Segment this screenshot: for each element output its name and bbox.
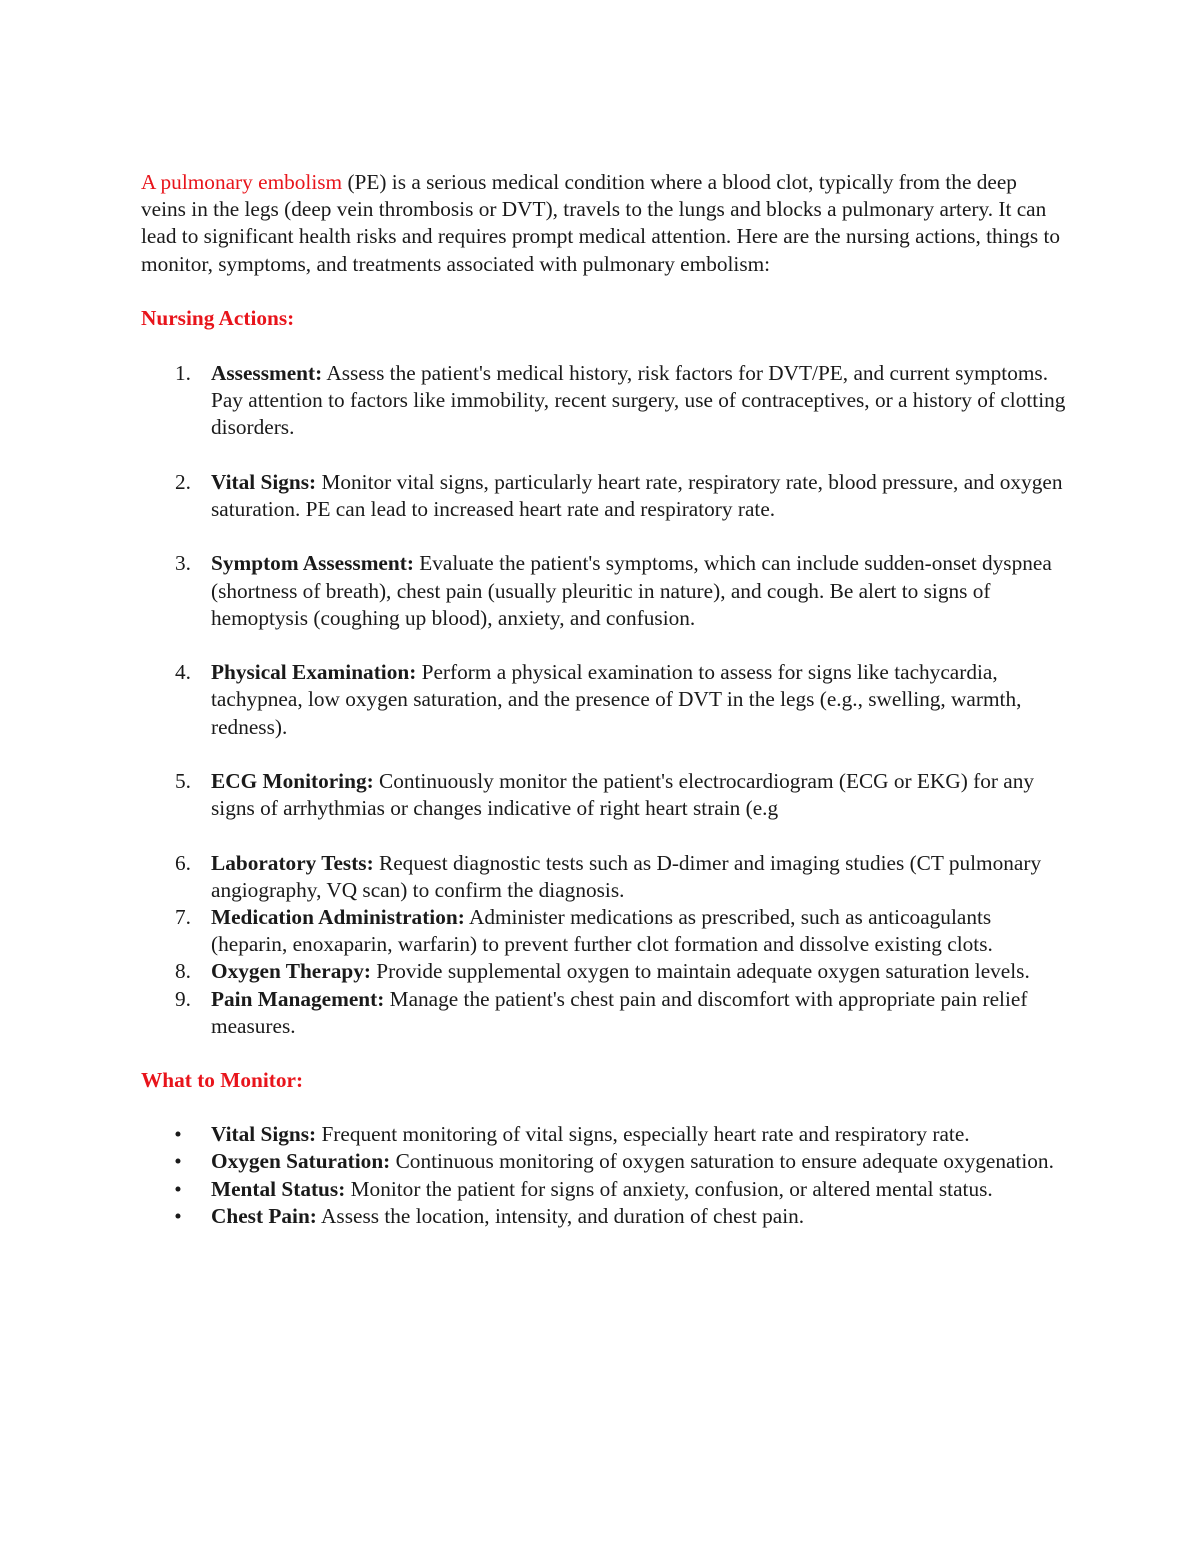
list-number: 6. (175, 850, 191, 875)
item-text: Request diagnostic tests such as D-dimer and imaging studies (CT pulmonary angiography, VQ scan) to confirm the diagnosis. (211, 850, 1042, 902)
intro-paragraph (141, 169, 1066, 278)
intro-text: (PE) is a serious medical condition where a blood clot, typically from the deep veins in the legs (deep vein thrombosis or DVT), travels to the lungs and blocks a pulmonary artery. It can lead to significant health risks and requires prompt medical attention. Here are the nursing actions, things to monitor, symptoms, and treatments associated with pulmonary embolism: (141, 170, 1061, 276)
item-label: Laboratory Tests: (211, 850, 374, 875)
list-item (141, 1203, 1066, 1230)
intro-term: A pulmonary embolism (141, 170, 343, 194)
list-number: 8. (175, 959, 191, 984)
list-number: 3. (175, 551, 191, 576)
document-page (141, 169, 1066, 1230)
list-item (141, 768, 1066, 822)
item-label: Vital Signs: (211, 1122, 317, 1147)
list-item (141, 958, 1066, 985)
item-label: Vital Signs: (211, 469, 317, 494)
list-item (141, 550, 1066, 632)
bullet-icon: • (174, 1176, 182, 1201)
item-text: Monitor the patient for signs of anxiety, confusion, or altered mental status. (345, 1176, 993, 1201)
item-label: Medication Administration: (211, 905, 465, 929)
item-text: Manage the patient's chest pain and discomfort with appropriate pain relief measures. (211, 986, 1028, 1038)
item-text: Perform a physical examination to assess for signs like tachycardia, tachypnea, low oxygen saturation, and the presence of DVT in the legs (e.g., swelling, warmth, redness). (211, 660, 1022, 739)
bullet-icon: • (174, 1203, 182, 1228)
item-text: Continuously monitor the patient's electrocardiogram (ECG or EKG) for any signs of arrhythmias or changes indicative of right heart strain (e.g (211, 769, 1035, 821)
list-number: 1. (175, 361, 191, 386)
item-text: Administer medications as prescribed, such as anticoagulants (heparin, enoxaparin, warfarin) to prevent further clot formation and dissolve existing clots. (211, 905, 993, 957)
list-item (141, 360, 1066, 442)
item-label: Pain Management: (211, 986, 385, 1011)
item-text: Continuous monitoring of oxygen saturation to ensure adequate oxygenation. (390, 1149, 1054, 1174)
bullet-icon: • (174, 1122, 182, 1147)
list-item (141, 469, 1066, 523)
item-label: ECG Monitoring: (211, 769, 374, 793)
list-number: 5. (175, 769, 191, 793)
list-item (141, 986, 1066, 1040)
item-label: Mental Status: (211, 1176, 346, 1201)
item-label: Physical Examination: (211, 660, 417, 685)
item-text: Evaluate the patient's symptoms, which can include sudden-onset dyspnea (shortness of breath), chest pain (usually pleuritic in nature), and cough. Be alert to signs of hemoptysis (coughing up blood), anxiety, and confusion. (211, 551, 1052, 630)
item-label: Assessment: (211, 361, 323, 386)
list-item (141, 1176, 1066, 1203)
nursing-actions-heading: Nursing Actions: (141, 305, 295, 330)
list-item (141, 850, 1066, 904)
list-item (141, 659, 1066, 741)
item-text: Provide supplemental oxygen to maintain adequate oxygen saturation levels. (370, 959, 1030, 984)
list-number: 2. (175, 469, 191, 494)
bullet-icon: • (174, 1149, 182, 1174)
nursing-actions-list (141, 360, 1066, 1040)
what-to-monitor-heading: What to Monitor: (141, 1068, 304, 1093)
list-item (141, 1121, 1066, 1148)
item-text: Monitor vital signs, particularly heart rate, respiratory rate, blood pressure, and oxygen saturation. PE can lead to increased heart rate and respiratory rate. (211, 469, 1063, 522)
item-label: Oxygen Saturation: (211, 1149, 391, 1174)
item-text: Assess the location, intensity, and duration of chest pain. (316, 1203, 805, 1228)
list-number: 9. (175, 986, 191, 1011)
what-to-monitor-list (141, 1121, 1066, 1230)
item-label: Symptom Assessment: (211, 551, 414, 576)
list-item (141, 1148, 1066, 1175)
item-text: Assess the patient's medical history, risk factors for DVT/PE, and current symptoms. Pay attention to factors like immobility, recent surgery, use of contraceptives, or a history of clotting disorders. (211, 361, 1066, 440)
item-text: Frequent monitoring of vital signs, especially heart rate and respiratory rate. (316, 1122, 970, 1147)
list-number: 4. (175, 660, 191, 685)
item-label: Chest Pain: (211, 1203, 317, 1228)
item-label: Oxygen Therapy: (211, 959, 371, 984)
list-item (141, 904, 1066, 958)
list-number: 7. (175, 905, 191, 929)
